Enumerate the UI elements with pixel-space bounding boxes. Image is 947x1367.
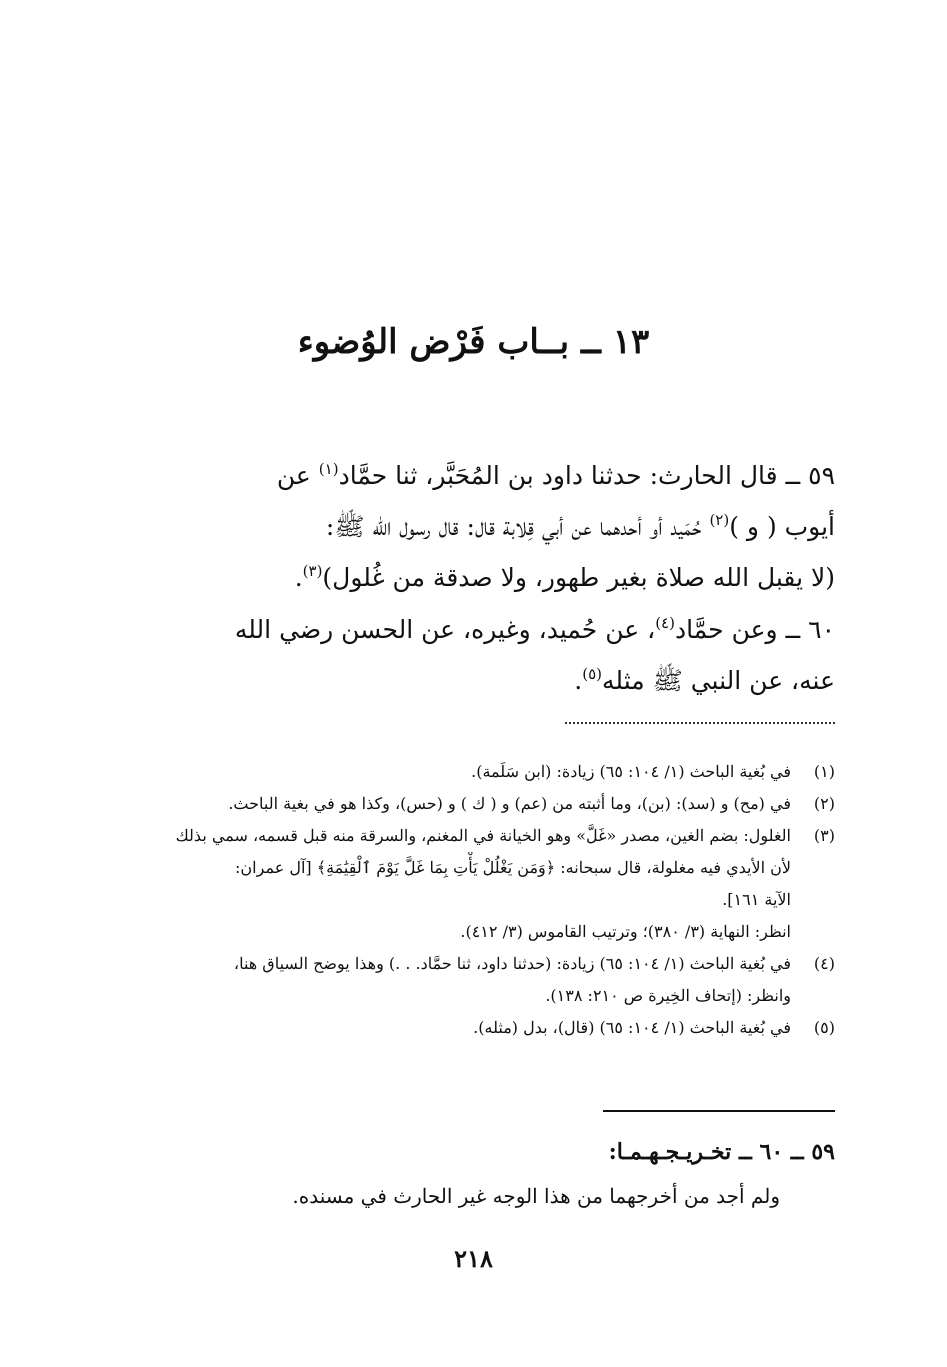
takhrij-text: ولم أجد من أخرجهما من هذا الوجه غير الحارث في مسنده.: [292, 1184, 780, 1208]
footnotes: [110, 756, 835, 1044]
takhrij-heading: ٥٩ ــ ٦٠ ــ تخـريـجـهـمـا:: [608, 1139, 835, 1165]
footnote-separator: [565, 722, 835, 724]
footnote-ref[interactable]: (٥): [582, 665, 603, 683]
footnote-number: (٢): [813, 794, 835, 813]
footnote-text: وانظر: (إتحاف الخِيرة ص ٢١٠: ١٣٨).: [545, 986, 791, 1005]
footnote-text: في بُغية الباحث (١/ ١٠٤: ٦٥) زيادة: (حدثنا داود، ثنا حمَّاد. . .) وهذا يوضح السياق هنا،: [233, 954, 791, 973]
hadith-line: (لا يقبل الله صلاة بغير طهور، ولا صدقة من غُلول)$^{(٣)}$.: [294, 562, 835, 592]
footnote-4: [110, 948, 835, 1012]
chapter-title: ١٣ ــ بــاب فَرْض الوُضوء: [297, 322, 650, 362]
footnote-3: [110, 820, 835, 948]
footnote-number: (١): [813, 762, 835, 781]
hadith-line: ٦٠ ــ وعن حمَّاد$^{(٤)}$، عن حُميد، وغيره، عن الحسن رضي الله: [234, 614, 835, 644]
footnote-1: [110, 756, 835, 788]
footnote-text: في (مح) و (سد): (بن)، وما أثبته من (عم) و ( ك ) و (حس)، وكذا هو في بغية الباحث.: [228, 794, 791, 813]
page-number: ٢١٨: [454, 1244, 493, 1273]
footnote-text: لأن الأيدي فيه مغلولة، قال سبحانه: ﴿وَمَن يَغْلُلْ يَأْتِ بِمَا غَلَّ يَوْمَ ٱلْقِيَٰمَةِ﴾ [آل عمران:: [235, 858, 791, 877]
footnote-2: [110, 788, 835, 820]
hadith-line: عنه، عن النبي ﷺ مثله$^{(٥)}$.: [574, 665, 835, 695]
footnote-text: الغلول: بضم الغين، مصدر «غَلَّ» وهو الخيانة في المغنم، والسرقة منه قبل قسمه، سمي بذلك: [175, 826, 791, 845]
footnote-5: [110, 1012, 835, 1044]
footnote-ref[interactable]: (٢): [709, 511, 730, 529]
section-rule: [603, 1110, 835, 1112]
footnote-text: الآية ١٦١].: [722, 890, 791, 909]
footnote-ref[interactable]: (٤): [655, 614, 675, 632]
footnote-number: (٥): [813, 1018, 835, 1037]
hadith-60: [110, 606, 835, 708]
hadith-59: [110, 452, 835, 605]
footnote-number: (٤): [813, 954, 835, 973]
footnote-ref[interactable]: (٣): [302, 562, 323, 580]
footnote-text: في بُغية الباحث (١/ ١٠٤: ٦٥) زيادة: (ابن سَلَمة).: [471, 762, 791, 781]
hadith-line: أيوب ( و )$^{(٢)}$ حُمَيد أو أحدهما عن أبي قِلابة قال: قال رسول الله ﷺ:: [325, 511, 835, 541]
footnote-text: في بُغية الباحث (١/ ١٠٤: ٦٥) (قال)، بدل (مثله).: [473, 1018, 791, 1037]
hadith-line: ٥٩ ــ قال الحارث: حدثنا داود بن المُحَبَّر، ثنا حمَّاد$^{(١)}$ عن: [276, 460, 835, 490]
footnote-number: (٣): [813, 826, 835, 845]
footnote-ref[interactable]: (١): [318, 460, 339, 478]
footnote-text: انظر: النهاية (٣/ ٣٨٠)؛ وترتيب القاموس (٣/ ٤١٢).: [460, 922, 791, 941]
